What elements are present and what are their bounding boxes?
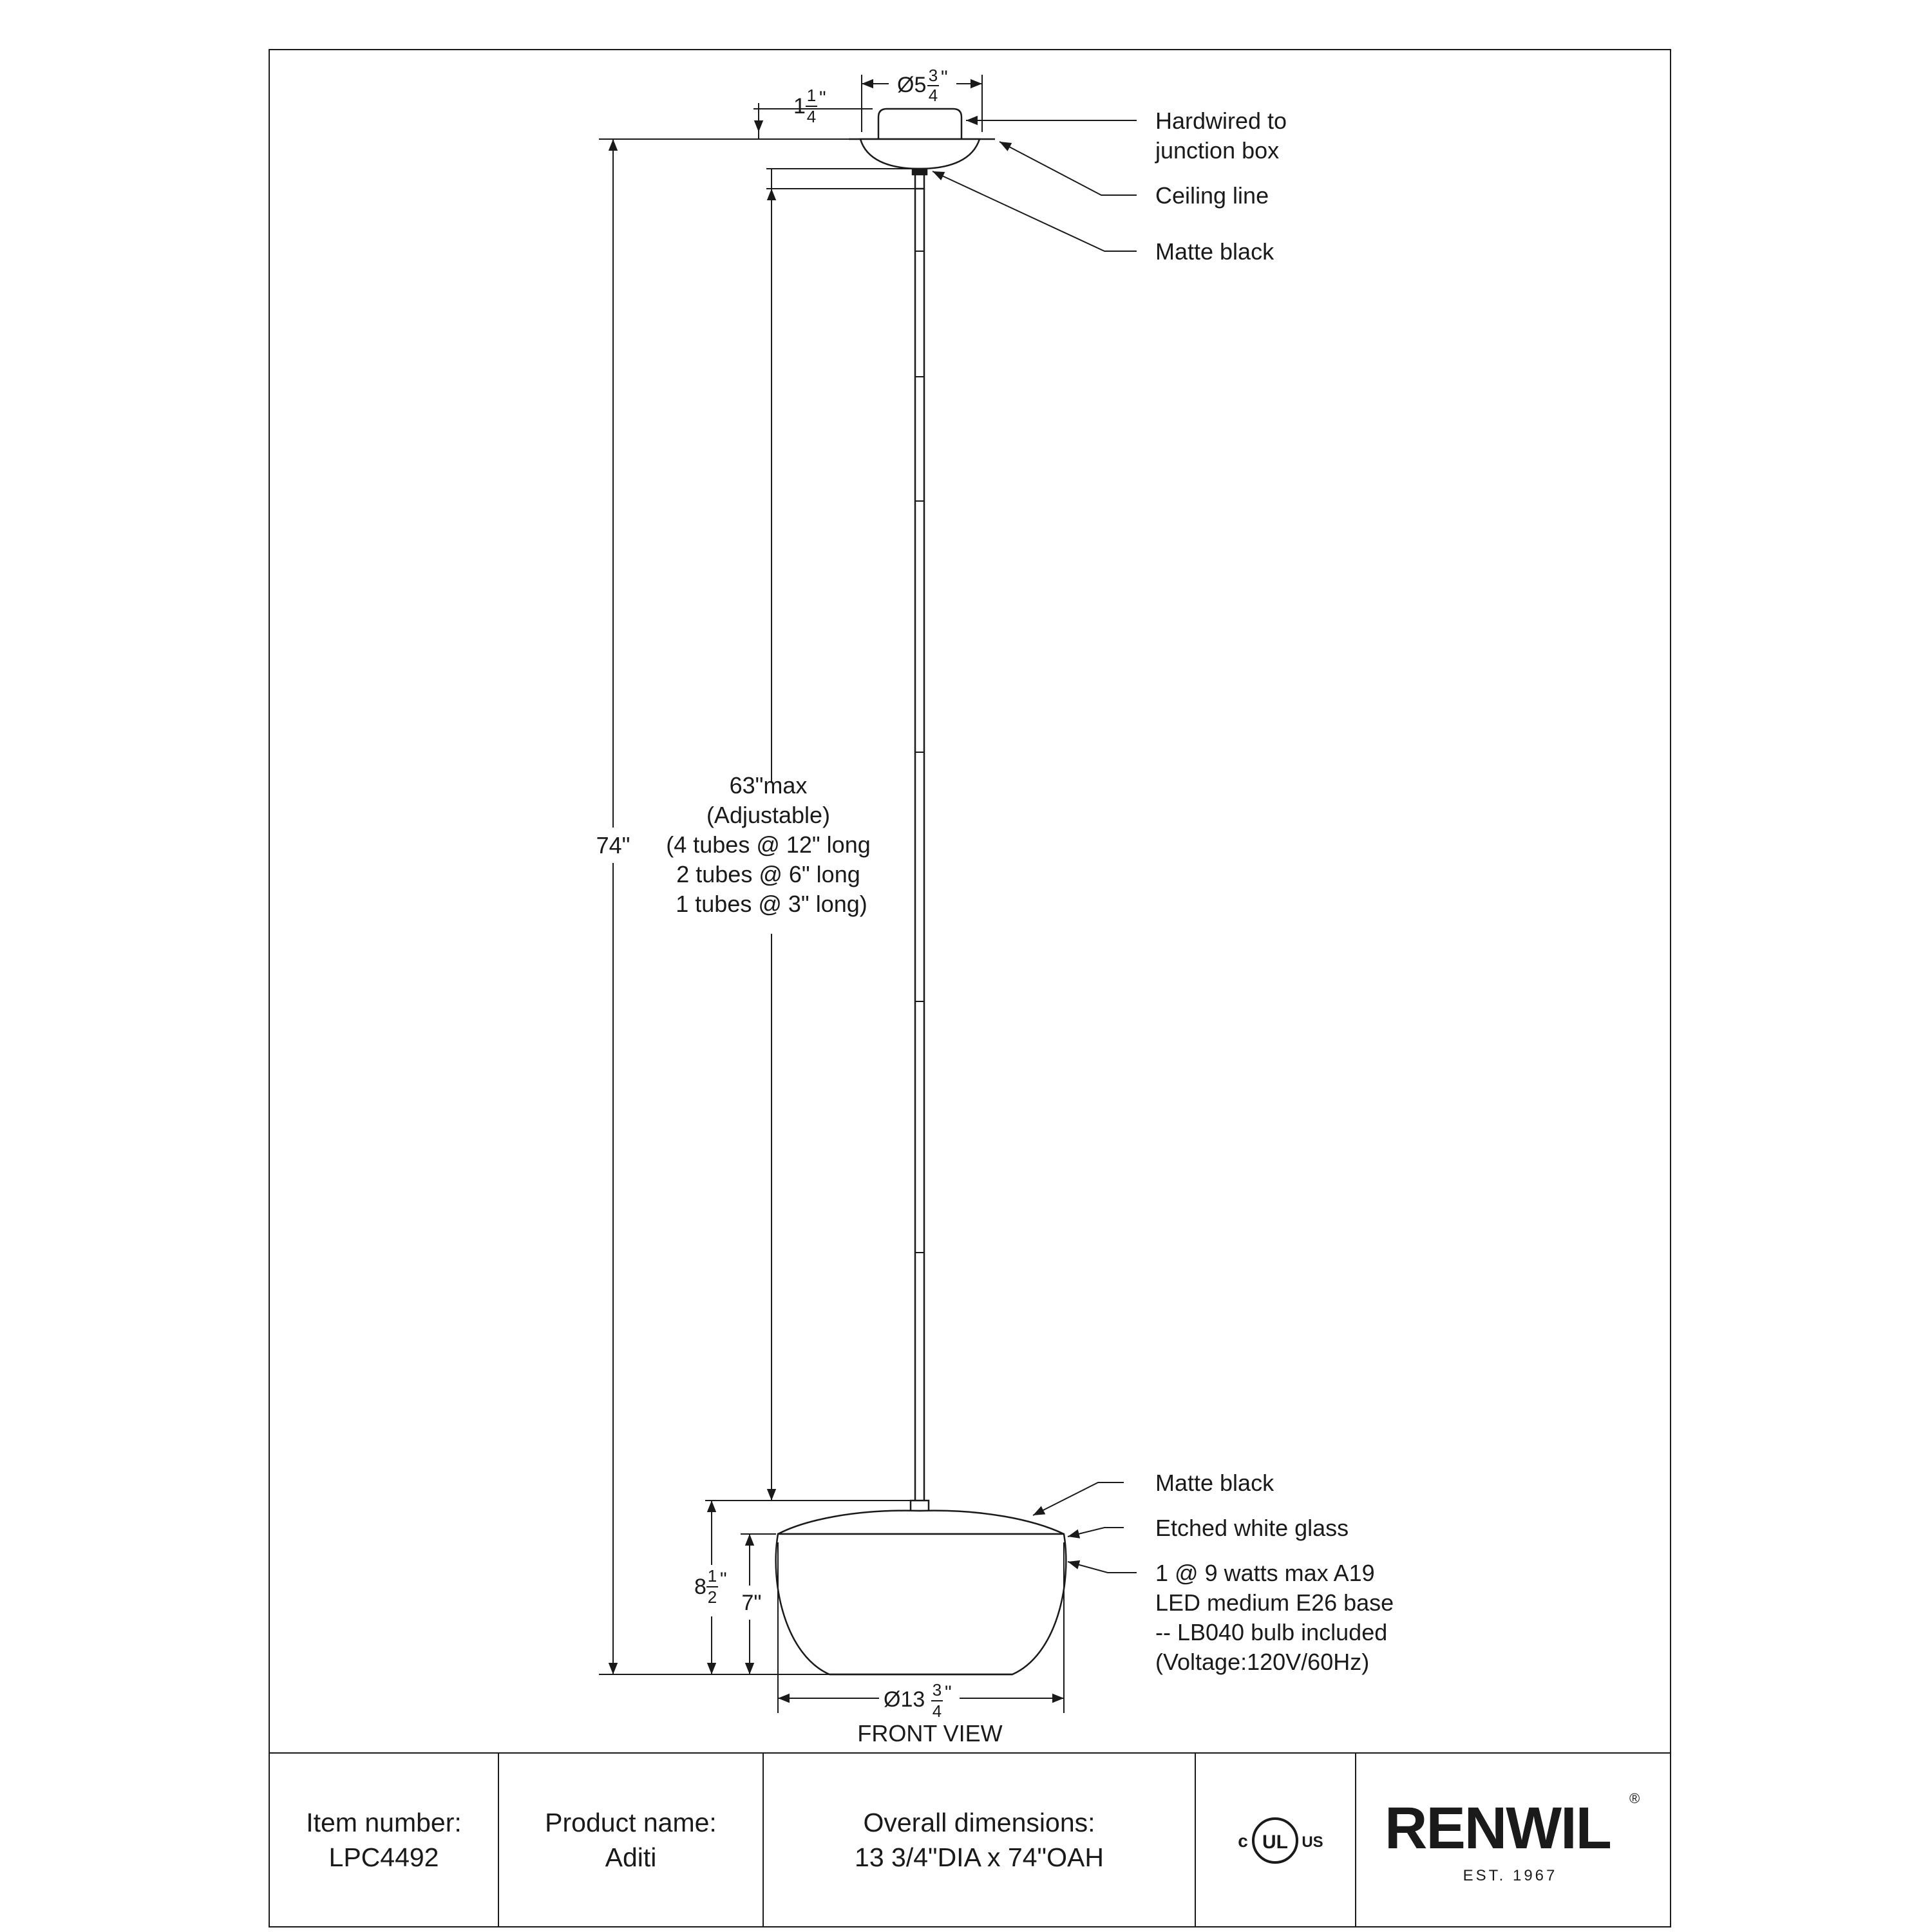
svg-text:EST. 1967: EST. 1967 xyxy=(1463,1867,1558,1884)
canopy-height-den: 4 xyxy=(806,107,817,126)
callout-leaders xyxy=(933,120,1137,1573)
callout-matte-bottom: Matte black xyxy=(1155,1470,1274,1496)
shade-height-total-num: 1 xyxy=(707,1566,717,1586)
stem-length-label: 63"max (Adjustable) (4 tubes @ 12" long 2 tubes @ 6" long 1 tubes @ 3" long) xyxy=(666,772,871,917)
stem-joints xyxy=(915,251,924,1253)
callout-hardwired: Hardwired to junction box xyxy=(1155,108,1287,164)
view-label: FRONT VIEW xyxy=(857,1720,1003,1747)
svg-text:UL: UL xyxy=(1262,1832,1288,1853)
canopy-diameter-unit: " xyxy=(941,67,948,88)
item-number-cell xyxy=(270,1754,497,1926)
item-number-label: Item number: xyxy=(306,1808,462,1837)
callout-ceiling: Ceiling line xyxy=(1155,182,1269,209)
shade-diameter-label: Ø13 xyxy=(884,1687,925,1712)
callout-bulb: 1 @ 9 watts max A19 LED medium E26 base -- LB040 bulb included (Voltage:120V/60Hz) xyxy=(1155,1560,1394,1675)
svg-text:c: c xyxy=(1238,1831,1248,1851)
overall-dimensions-label: Overall dimensions: xyxy=(863,1808,1095,1837)
product-name-value: Aditi xyxy=(605,1842,657,1872)
shade-cap xyxy=(911,1501,929,1511)
shade-glass xyxy=(776,1534,1066,1674)
shade-diameter-den: 4 xyxy=(932,1701,942,1721)
product-name-label: Product name: xyxy=(545,1808,717,1837)
cul-us-certification-icon xyxy=(1238,1819,1323,1862)
callout-glass: Etched white glass xyxy=(1155,1515,1349,1541)
canopy-height-num: 1 xyxy=(806,86,817,105)
canopy-diameter-label: Ø5 xyxy=(897,73,927,97)
shade-height-total-den: 2 xyxy=(707,1587,717,1607)
stem xyxy=(915,189,924,1501)
dimension-labels xyxy=(596,66,1003,1747)
svg-text:RENWIL: RENWIL xyxy=(1385,1795,1611,1861)
shade-height-total-label: 8 xyxy=(694,1575,706,1599)
shade-diameter-unit: " xyxy=(945,1682,952,1703)
canopy-dome xyxy=(860,139,980,169)
canopy-diameter-den: 4 xyxy=(928,86,938,105)
overall-height-label: 74" xyxy=(596,832,630,858)
shade-height-total-unit: " xyxy=(720,1569,727,1590)
shade xyxy=(776,1501,1066,1674)
overall-dimensions-value: 13 3/4"DIA x 74"OAH xyxy=(855,1842,1104,1872)
callout-matte-top: Matte black xyxy=(1155,238,1274,265)
junction-box xyxy=(878,109,961,139)
canopy-diameter-num: 3 xyxy=(928,66,938,85)
shade-diameter-num: 3 xyxy=(932,1680,942,1700)
overall-dimensions-cell xyxy=(764,1754,1194,1926)
shade-height-glass-label: 7" xyxy=(741,1591,762,1615)
callout-labels xyxy=(1155,108,1400,1675)
renwil-logo xyxy=(1385,1790,1640,1884)
svg-text:US: US xyxy=(1302,1833,1323,1851)
canopy-socket xyxy=(913,169,927,175)
shade-top xyxy=(778,1511,1064,1534)
svg-text:®: ® xyxy=(1629,1790,1640,1806)
canopy-height-label: 1 xyxy=(793,94,806,118)
item-number-value: LPC4492 xyxy=(328,1842,439,1872)
canopy-height-unit: " xyxy=(819,88,826,109)
stem-coupler xyxy=(915,175,924,189)
product-name-cell xyxy=(500,1754,762,1926)
